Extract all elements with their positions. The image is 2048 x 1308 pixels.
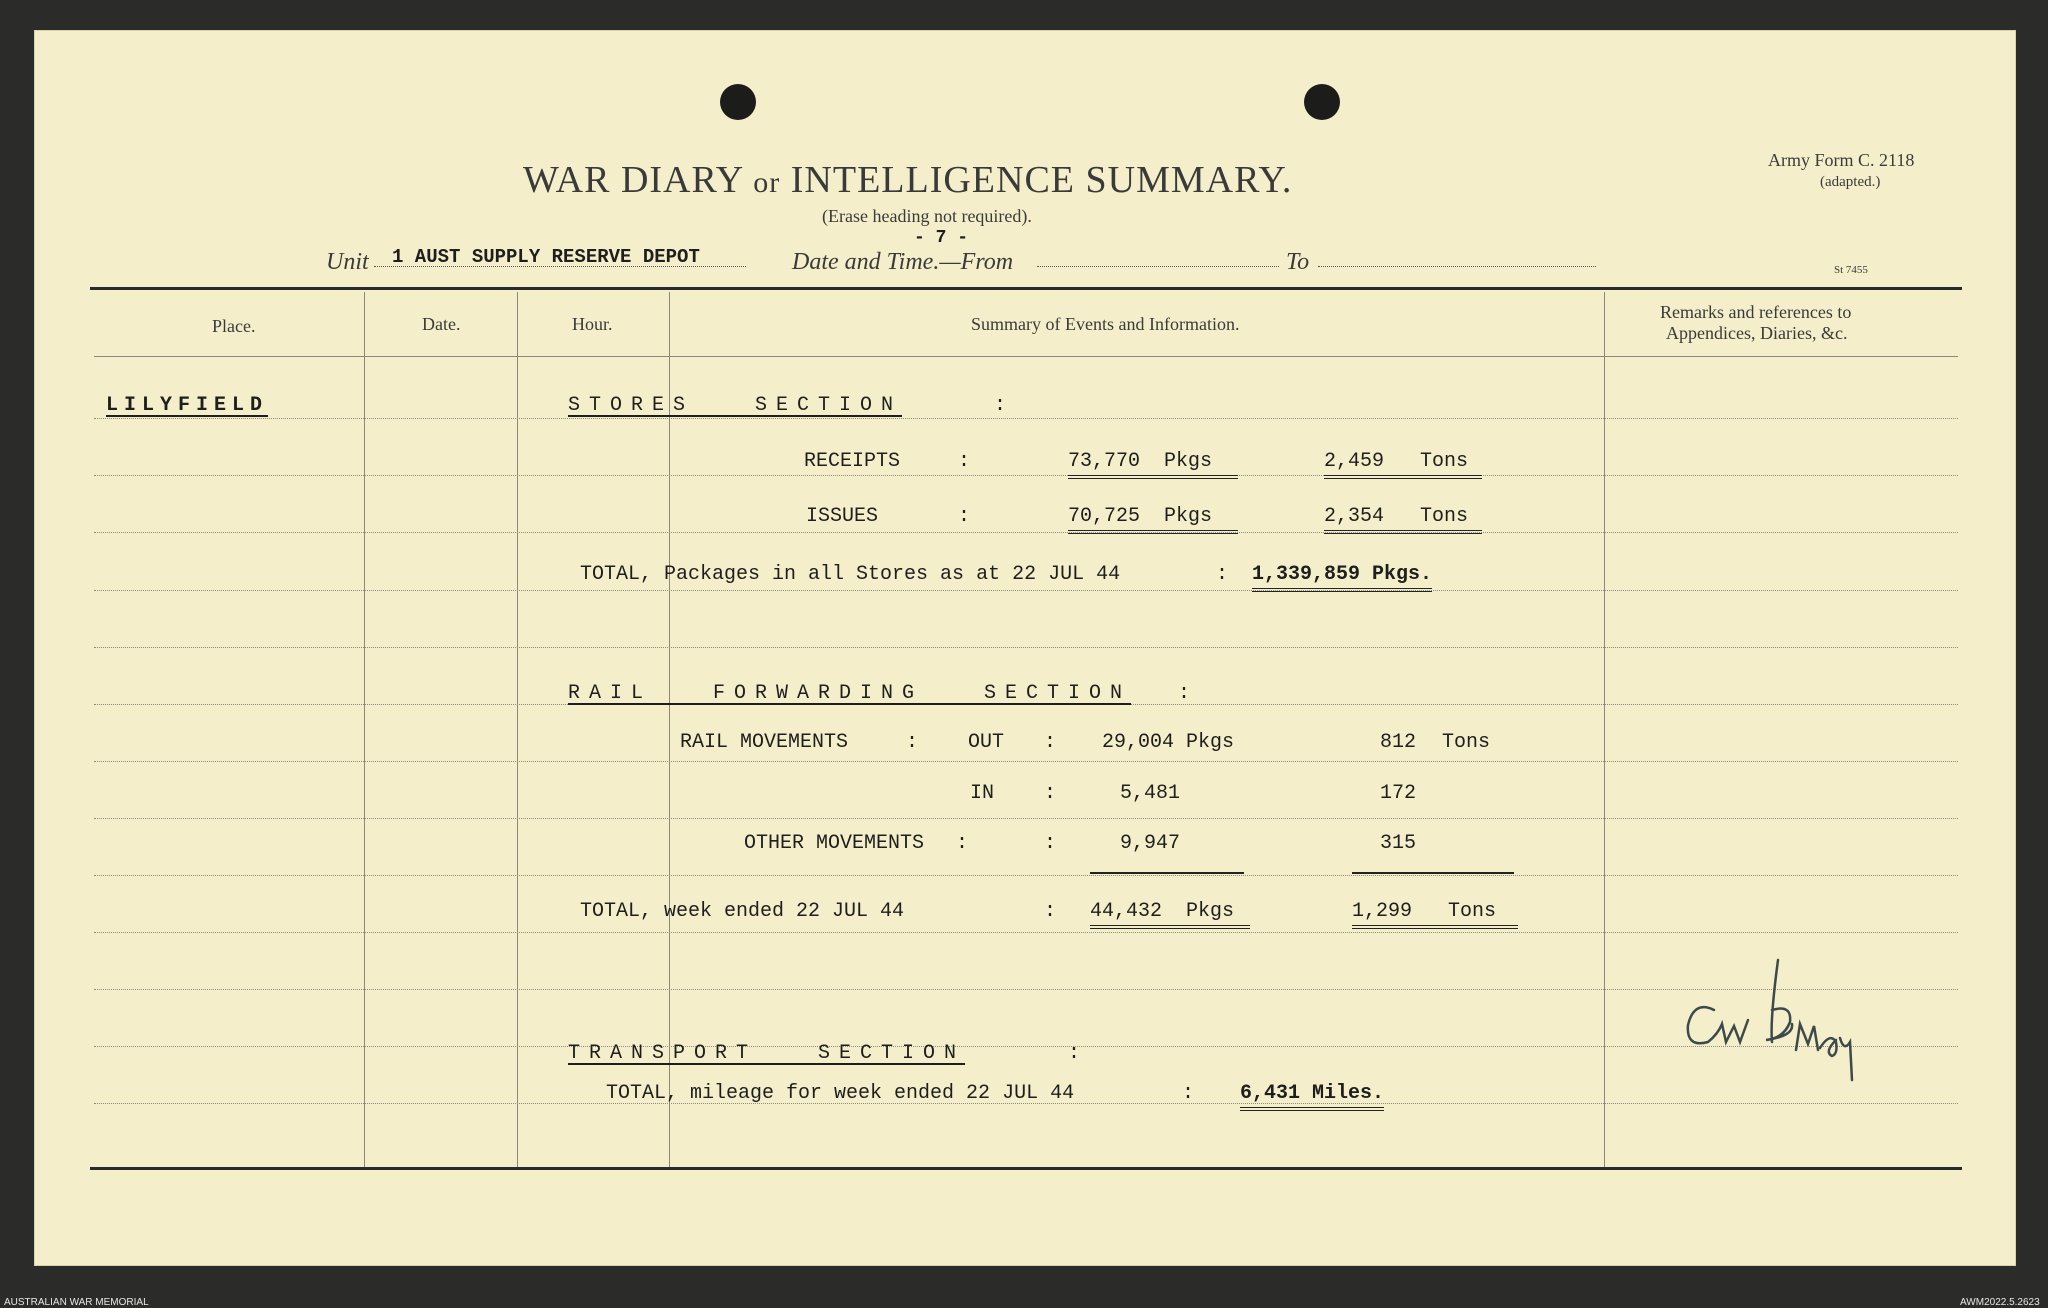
ruled-line bbox=[94, 418, 1958, 419]
rail-out-tons: 812 bbox=[1380, 731, 1417, 754]
transport-total-label: TOTAL, mileage for week ended 22 JUL 44 bbox=[606, 1082, 1075, 1105]
to-label: To bbox=[1286, 249, 1310, 275]
form-title: WAR DIARY or INTELLIGENCE SUMMARY. bbox=[523, 159, 1293, 201]
stores-section-heading: STORES SECTION bbox=[568, 394, 903, 417]
col-header-hour: Hour. bbox=[572, 314, 613, 334]
col-header-remarks-2: Appendices, Diaries, &c. bbox=[1666, 323, 1848, 343]
header-divider bbox=[94, 356, 1958, 357]
transport-total-separator: : bbox=[1182, 1082, 1195, 1105]
ruled-line bbox=[94, 532, 1958, 533]
col-header-summary: Summary of Events and Information. bbox=[971, 314, 1240, 334]
receipts-packages: 73,770 Pkgs bbox=[1068, 450, 1238, 479]
rail-heading-colon: : bbox=[1178, 682, 1191, 705]
col-header-place: Place. bbox=[212, 316, 256, 336]
transport-section-heading: TRANSPORT SECTION bbox=[568, 1042, 966, 1065]
rail-movements-label: RAIL MOVEMENTS bbox=[680, 731, 849, 754]
punch-hole-left bbox=[720, 84, 756, 120]
place-entry: LILYFIELD bbox=[106, 394, 269, 417]
signature bbox=[1674, 930, 1894, 1110]
rail-total-separator: : bbox=[1044, 900, 1057, 923]
rail-out-label: OUT bbox=[968, 731, 1005, 754]
other-movements-separator: : bbox=[956, 832, 969, 855]
to-field-line bbox=[1318, 266, 1596, 267]
ruled-line bbox=[94, 475, 1958, 476]
col-divider-date bbox=[517, 292, 518, 1167]
ruled-line bbox=[94, 875, 1958, 876]
transport-heading-colon: : bbox=[1068, 1042, 1081, 1065]
army-form-number: Army Form C. 2118 bbox=[1768, 150, 1915, 170]
ruled-line bbox=[94, 818, 1958, 819]
subtotal-rule-tons bbox=[1352, 872, 1514, 874]
ruled-line bbox=[94, 647, 1958, 648]
footer-left-credit: AUSTRALIAN WAR MEMORIAL bbox=[4, 1297, 149, 1308]
unit-label: Unit bbox=[326, 249, 369, 275]
from-field-line bbox=[1037, 266, 1279, 267]
stores-total-separator: : bbox=[1216, 563, 1229, 586]
stores-heading-colon: : bbox=[994, 394, 1007, 417]
stores-total-value: 1,339,859 Pkgs. bbox=[1252, 563, 1432, 592]
receipts-tons: 2,459 Tons bbox=[1324, 450, 1482, 479]
other-movements-separator-2: : bbox=[1044, 832, 1057, 855]
rail-out-tons-unit: Tons bbox=[1442, 731, 1491, 754]
rail-in-separator: : bbox=[1044, 782, 1057, 805]
col-divider-hour bbox=[669, 292, 670, 1167]
rail-out-separator: : bbox=[1044, 731, 1057, 754]
rail-in-packages: 5,481 bbox=[1120, 782, 1181, 805]
issues-tons: 2,354 Tons bbox=[1324, 505, 1482, 534]
rail-total-packages: 44,432 Pkgs bbox=[1090, 900, 1250, 929]
other-movements-label: OTHER MOVEMENTS bbox=[744, 832, 925, 855]
col-header-remarks-1: Remarks and references to bbox=[1660, 302, 1852, 322]
col-header-date: Date. bbox=[422, 314, 461, 334]
subtotal-rule-packages bbox=[1090, 872, 1244, 874]
rail-movements-separator: : bbox=[906, 731, 919, 754]
diary-page bbox=[34, 30, 2016, 1266]
ruled-line bbox=[94, 761, 1958, 762]
col-divider-place bbox=[364, 292, 365, 1167]
rail-section-heading: RAIL FORWARDING SECTION bbox=[568, 682, 1132, 705]
issues-separator: : bbox=[958, 505, 971, 528]
date-time-label: Date and Time.—From bbox=[792, 249, 1014, 275]
unit-value: 1 AUST SUPPLY RESERVE DEPOT bbox=[392, 246, 700, 268]
table-top-rule bbox=[90, 287, 1962, 290]
rail-in-label: IN bbox=[970, 782, 995, 805]
rail-in-tons: 172 bbox=[1380, 782, 1417, 805]
page-number: - 7 - bbox=[914, 228, 969, 248]
adapted-note: (adapted.) bbox=[1820, 174, 1881, 190]
issues-packages: 70,725 Pkgs bbox=[1068, 505, 1238, 534]
receipts-label: RECEIPTS bbox=[804, 450, 901, 473]
rail-out-packages: 29,004 Pkgs bbox=[1102, 731, 1235, 754]
col-divider-summary bbox=[1604, 292, 1605, 1167]
other-movements-tons: 315 bbox=[1380, 832, 1417, 855]
stores-total-label: TOTAL, Packages in all Stores as at 22 JUL 44 bbox=[580, 563, 1121, 586]
punch-hole-right bbox=[1304, 84, 1340, 120]
stock-number: St 7455 bbox=[1834, 264, 1868, 276]
receipts-separator: : bbox=[958, 450, 971, 473]
rail-total-label: TOTAL, week ended 22 JUL 44 bbox=[580, 900, 905, 923]
ruled-line bbox=[94, 590, 1958, 591]
table-bottom-rule bbox=[90, 1167, 1962, 1170]
transport-total-value: 6,431 Miles. bbox=[1240, 1082, 1384, 1111]
footer-right-id: AWM2022.5.2623 bbox=[1960, 1297, 2040, 1308]
rail-total-tons: 1,299 Tons bbox=[1352, 900, 1518, 929]
erase-note: (Erase heading not required). bbox=[822, 206, 1032, 226]
other-movements-packages: 9,947 bbox=[1120, 832, 1181, 855]
issues-label: ISSUES bbox=[806, 505, 879, 528]
